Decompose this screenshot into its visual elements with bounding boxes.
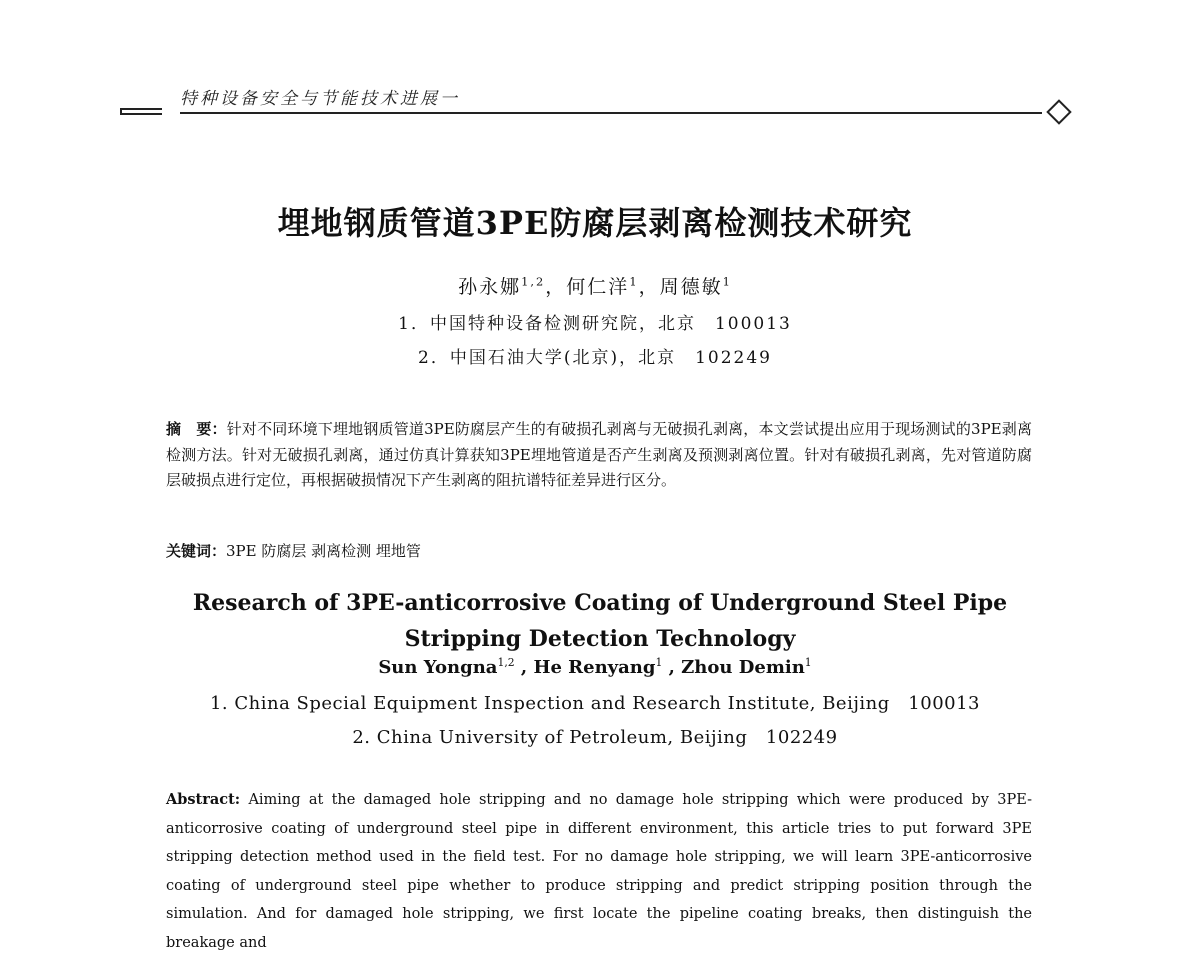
affiliation-cn-2: 2．中国石油大学(北京)，北京 102249 [418,348,772,368]
authors-cn [0,272,1190,299]
authors-en [0,657,1190,678]
abstract-en-label: Abstract: [166,791,241,808]
keywords-cn-label: 关键词： [166,542,227,560]
diamond-icon [1046,99,1071,124]
header-rule-left-bracket [120,108,162,115]
author-cn-3: 周德敏$^1$ [659,274,732,298]
paper-title-en: Research of 3PE-anticorrosive Coating of Underground Steel Pipe Stripping Detection Technology [192,590,1008,652]
keywords-cn [166,540,421,561]
affiliation-cn-1: 1．中国特种设备检测研究院，北京 100013 [398,314,792,334]
affiliation-en-1: 1. China Special Equipment Inspection and Research Institute, Beijing 100013 [209,693,981,714]
abstract-cn-text: 针对不同环境下埋地钢质管道3PE防腐层产生的有破损孔剥离与无破损孔剥离，本文尝试提出应用于现场测试的3PE剥离检测方法。针对无破损孔剥离，通过仿真计算获知3PE埋地管道是否产生剥离及预测剥离位置。针对有破损孔剥离，先对管道防腐层破损点进行定位，再根据破损情况下产生剥离的阻抗谱特征差异进行区分。 [166,420,1032,489]
abstract-cn [166,417,1032,494]
abstract-cn-label: 摘 要： [166,420,227,438]
abstract-en [166,786,1032,957]
author-cn-2: 何仁洋$^1$， [566,274,660,298]
keywords-cn-text: 3PE 防腐层 剥离检测 埋地管 [226,542,421,560]
running-header: 特种设备安全与节能技术进展一 [180,89,460,109]
author-en-3: Zhou Demin$^1$ [681,656,812,678]
paper-title-cn: 埋地钢质管道3PE防腐层剥离检测技术研究 [277,204,913,242]
affiliation-en-2: 2. China University of Petroleum, Beijing 102249 [352,727,838,748]
author-cn-1: 孙永娜$^{1,2}$， [458,274,567,298]
author-en-2: He Renyang$^1$ , [533,656,682,678]
author-en-1: Sun Yongna$^{1,2}$ , [378,656,534,678]
abstract-en-text: Aiming at the damaged hole stripping and no damage hole stripping which were produced by 3PE-anticorrosive coating of underground steel pipe in different environment, this article tries to put forward 3PE stripping detection method used in the field test. For no damage hole stripping, we will learn 3PE-anticorrosive coating of underground steel pipe whether to produce stripping and predict stripping position through the simulation. And for damaged hole stripping, we first locate the pipeline coating breaks, then distinguish the breakage and [166,792,1032,951]
header-rule [180,112,1042,114]
